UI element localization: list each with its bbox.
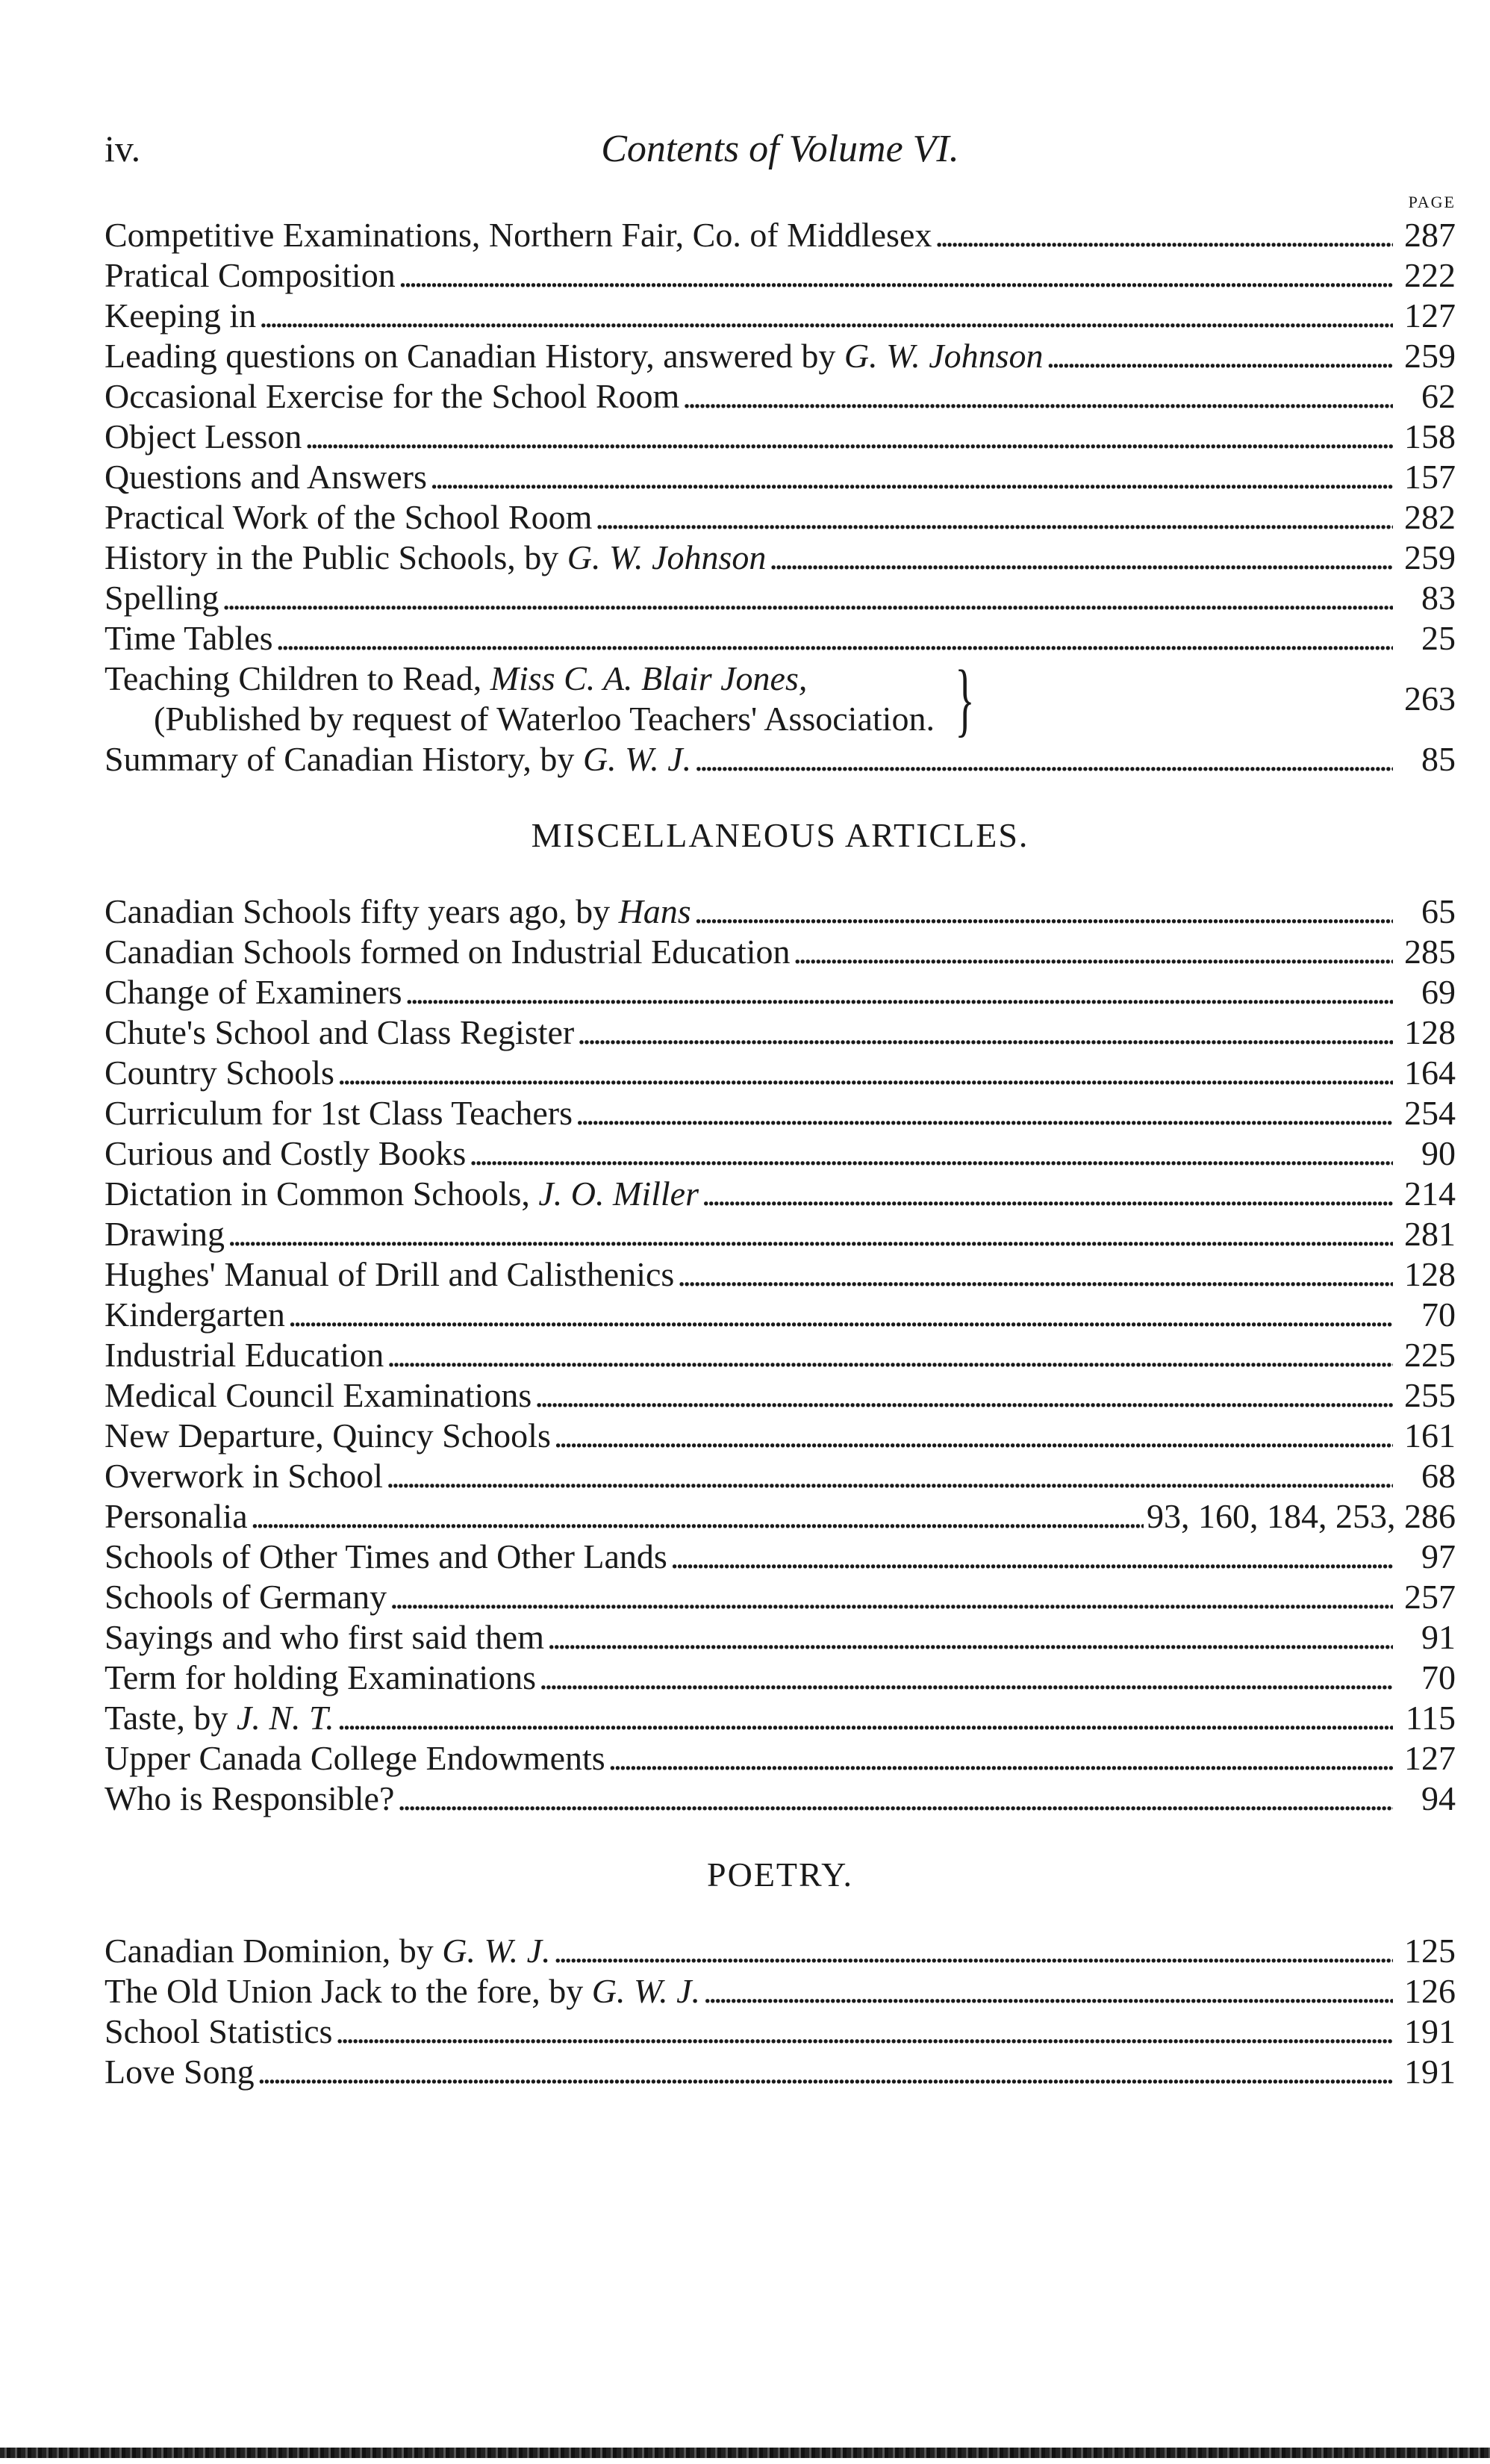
dot-leader	[387, 1335, 1393, 1375]
dot-leader	[794, 932, 1393, 972]
bottom-rule	[0, 2448, 1490, 2458]
toc-entry	[105, 578, 1456, 618]
toc-entry-author: G. W. J.	[442, 1932, 551, 1970]
toc-page-number: 191	[1404, 2053, 1456, 2091]
toc-page-number: 70	[1421, 1295, 1456, 1334]
toc-entry-text: Drawing	[105, 1215, 225, 1253]
dot-leader	[430, 457, 1393, 497]
toc-entry	[105, 1416, 1456, 1456]
toc-page-number: 259	[1404, 538, 1456, 576]
toc-entry-title	[105, 1779, 394, 1819]
toc-page-number: 257	[1404, 1578, 1456, 1616]
toc-entry-author: G. W. J.	[582, 740, 692, 778]
toc-page-number: 115	[1405, 1699, 1456, 1737]
toc-entry-text: Chute's School and Class Register	[105, 1013, 575, 1051]
dot-leader	[608, 1738, 1393, 1779]
toc-entry	[105, 892, 1456, 932]
dot-leader	[258, 2052, 1393, 2092]
toc-entry-title	[105, 1053, 334, 1093]
toc-entry-text: Keeping in	[105, 296, 257, 335]
toc-entry-text: Change of Examiners	[105, 973, 402, 1011]
dot-leader	[694, 892, 1393, 932]
dot-leader	[397, 1779, 1393, 1819]
toc-entry-author: G. W. Johnson	[844, 337, 1044, 375]
page-folio: iv.	[105, 128, 141, 169]
toc-page-number: 282	[1404, 498, 1456, 536]
toc-entry	[105, 932, 1456, 972]
dot-leader	[682, 376, 1393, 417]
toc-page-number: 91	[1421, 1618, 1456, 1656]
toc-page-number: 255	[1404, 1376, 1456, 1414]
toc-entry	[105, 739, 1456, 780]
toc-page-number: 125	[1404, 1932, 1456, 1970]
toc-entry	[105, 1577, 1456, 1617]
dot-leader	[534, 1375, 1393, 1416]
toc-entry-text: Canadian Dominion, by	[105, 1932, 443, 1970]
toc-page-number: 94	[1421, 1779, 1456, 1817]
dot-leader	[539, 1658, 1393, 1698]
dot-leader	[547, 1617, 1393, 1658]
toc-entry-title	[105, 1658, 536, 1698]
toc-page-number: 93, 160, 184, 253, 286	[1147, 1497, 1456, 1535]
toc-entry-line-1	[105, 659, 935, 699]
toc-page-number: 25	[1421, 619, 1456, 657]
toc-entry	[105, 1375, 1456, 1416]
dot-leader	[399, 255, 1393, 296]
toc-entry-title	[105, 457, 427, 497]
toc-page-number: 127	[1404, 1739, 1456, 1777]
toc-page-number: 157	[1404, 458, 1456, 496]
toc-entry-text: Time Tables	[105, 619, 273, 657]
toc-entry-text: Schools of Germany	[105, 1578, 387, 1616]
toc-entry	[105, 1254, 1456, 1295]
toc-entry-two-line	[105, 653, 1456, 744]
toc-entry-text: Canadian Schools formed on Industrial Education	[105, 933, 791, 971]
section-heading: MISCELLANEOUS ARTICLES.	[531, 816, 1029, 854]
toc-entry	[105, 336, 1456, 376]
toc-entry-title	[105, 1254, 674, 1295]
toc-page-number: 281	[1404, 1215, 1456, 1253]
dot-leader	[228, 1214, 1393, 1254]
toc-entry	[105, 538, 1456, 578]
toc-entry-text: Teaching Children to Read,	[105, 659, 490, 697]
toc-page-number: 85	[1421, 740, 1456, 778]
toc-page-number: 287	[1404, 216, 1456, 254]
toc-page-number: 62	[1421, 377, 1456, 415]
toc-page-number: 69	[1421, 973, 1456, 1011]
toc-entry-title	[105, 376, 679, 417]
dot-leader	[251, 1496, 1144, 1537]
dot-leader	[386, 1456, 1393, 1496]
toc-page-number: 90	[1421, 1134, 1456, 1172]
dot-leader	[703, 1971, 1393, 2012]
toc-entry	[105, 215, 1456, 255]
toc-entry-title	[105, 1093, 573, 1133]
toc-entry-text: Sayings and who first said them	[105, 1618, 544, 1656]
toc-entry	[105, 457, 1456, 497]
toc-entry-text: Object Lesson	[105, 417, 302, 455]
toc-entry-title	[105, 1214, 225, 1254]
toc-page-number: 285	[1404, 933, 1456, 971]
toc-page-number: 191	[1404, 2012, 1456, 2050]
toc-entry	[105, 1335, 1456, 1375]
toc-entry-text: Taste, by	[105, 1699, 237, 1737]
dot-leader	[702, 1174, 1393, 1214]
dot-leader	[554, 1931, 1393, 1971]
toc-entry-text: Spelling	[105, 579, 219, 617]
dot-leader	[554, 1416, 1393, 1456]
dot-leader	[935, 215, 1393, 255]
toc-entry-title	[105, 1577, 387, 1617]
toc-page-number: 128	[1404, 1013, 1456, 1051]
toc-entry-title	[105, 1931, 551, 1971]
dot-leader	[288, 1295, 1393, 1335]
toc-entry-text: New Departure, Quincy Schools	[105, 1416, 551, 1455]
toc-entry-title	[105, 1375, 532, 1416]
dot-leader	[337, 1053, 1393, 1093]
toc-entry-text: Who is Responsible?	[105, 1779, 395, 1817]
brace-glyph: }	[955, 653, 975, 744]
toc-entry-title	[105, 417, 302, 457]
spacer	[985, 659, 1396, 739]
toc-entry-title	[105, 215, 932, 255]
toc-entry-title	[105, 1537, 667, 1577]
dot-leader	[677, 1254, 1393, 1295]
toc-page-number: 128	[1404, 1255, 1456, 1293]
toc-entry-author: Miss C. A. Blair Jones,	[490, 659, 808, 697]
toc-entry	[105, 618, 1456, 659]
toc-entry-title	[105, 1416, 551, 1456]
toc-entry	[105, 497, 1456, 538]
toc-entry-title	[105, 618, 273, 659]
dot-leader	[390, 1577, 1393, 1617]
toc-entry-text: Dictation in Common Schools,	[105, 1175, 539, 1213]
toc-entry	[105, 1738, 1456, 1779]
toc-entry-line-2: (Published by request of Waterloo Teachers' Association.	[154, 700, 935, 738]
toc-entry-title	[105, 1012, 574, 1053]
toc-entry	[105, 1456, 1456, 1496]
toc-entry-author: Hans	[618, 892, 691, 930]
contents-page	[105, 119, 1456, 2092]
toc-entry-author: G. W. J.	[591, 1972, 701, 2010]
toc-entry-title	[105, 1335, 384, 1375]
toc-entry-text: Schools of Other Times and Other Lands	[105, 1537, 667, 1575]
toc-entry-text: Occasional Exercise for the School Room	[105, 377, 680, 415]
toc-entry	[105, 1133, 1456, 1174]
toc-entry-text: Summary of Canadian History, by	[105, 740, 583, 778]
toc-entry-text: Competitive Examinations, Northern Fair, Co. of Middlesex	[105, 216, 932, 254]
toc-entry	[105, 296, 1456, 336]
toc-entry	[105, 2012, 1456, 2052]
toc-entry-text: Term for holding Examinations	[105, 1658, 537, 1696]
toc-entry-text: Canadian Schools fifty years ago, by	[105, 892, 619, 930]
toc-entry	[105, 972, 1456, 1012]
dot-leader	[670, 1537, 1393, 1577]
toc-entry	[105, 1012, 1456, 1053]
page-column-label: PAGE	[1408, 193, 1456, 211]
toc-entry-text: Upper Canada College Endowments	[105, 1739, 605, 1777]
toc-entry-text: Curious and Costly Books	[105, 1134, 467, 1172]
toc-page-number: 126	[1404, 1972, 1456, 2010]
toc-entry-title	[105, 932, 791, 972]
toc-entry	[105, 1295, 1456, 1335]
toc-entry	[105, 1537, 1456, 1577]
toc-entry-text: Questions and Answers	[105, 458, 427, 496]
toc-entry	[105, 1779, 1456, 1819]
toc-entry-title	[105, 2012, 332, 2052]
toc-entry	[105, 1053, 1456, 1093]
toc-entry-text: Personalia	[105, 1497, 248, 1535]
toc-page-number: 68	[1421, 1457, 1456, 1495]
dot-leader	[577, 1012, 1393, 1053]
toc-entry-title	[105, 972, 402, 1012]
table-of-contents	[105, 215, 1456, 2092]
toc-entry-text: Country Schools	[105, 1054, 334, 1092]
dot-leader	[337, 1698, 1393, 1738]
toc-entry-text: Curriculum for 1st Class Teachers	[105, 1094, 573, 1132]
toc-entry-lines	[105, 659, 935, 739]
toc-entry	[105, 1496, 1456, 1537]
toc-entry-author: J. O. Miller	[538, 1175, 699, 1213]
toc-entry-text: Leading questions on Canadian History, answered by	[105, 337, 844, 375]
toc-entry-title	[105, 1496, 248, 1537]
toc-page-number: 158	[1404, 417, 1456, 455]
toc-entry-title	[105, 578, 219, 618]
toc-entry-title	[105, 892, 691, 932]
dot-leader	[335, 2012, 1393, 2052]
toc-page-number: 164	[1404, 1054, 1456, 1092]
toc-entry-text: Love Song	[105, 2053, 255, 2091]
toc-entry-text: Medical Council Examinations	[105, 1376, 532, 1414]
toc-entry-author: J. N. T.	[236, 1699, 334, 1737]
toc-entry-text: The Old Union Jack to the fore, by	[105, 1972, 592, 2010]
toc-entry-title	[105, 2052, 255, 2092]
toc-entry-title	[105, 336, 1044, 376]
toc-entry-text: Kindergarten	[105, 1295, 285, 1334]
dot-leader	[405, 972, 1393, 1012]
toc-entry-title	[105, 1174, 699, 1214]
toc-entry	[105, 1658, 1456, 1698]
toc-entry-title	[105, 1698, 334, 1738]
toc-entry	[105, 1931, 1456, 1971]
toc-entry-text: Industrial Education	[105, 1336, 384, 1374]
section-heading: POETRY.	[707, 1855, 853, 1894]
toc-entry-author: G. W. Johnson	[567, 538, 767, 576]
toc-entry-text: School Statistics	[105, 2012, 333, 2050]
dot-leader	[694, 739, 1393, 780]
toc-entry-title	[105, 497, 592, 538]
page-title: Contents of Volume VI.	[601, 128, 959, 170]
dot-leader	[595, 497, 1393, 538]
toc-page-number: 161	[1404, 1416, 1456, 1455]
toc-page-number: 127	[1404, 296, 1456, 335]
toc-entry-text: Practical Work of the School Room	[105, 498, 593, 536]
dot-leader	[469, 1133, 1393, 1174]
dot-leader	[259, 296, 1393, 336]
toc-entry-title	[105, 1971, 700, 2012]
toc-entry-title	[105, 1738, 605, 1779]
dot-leader	[222, 578, 1393, 618]
toc-entry-title	[105, 739, 691, 780]
toc-entry	[105, 2052, 1456, 2092]
toc-entry-text: History in the Public Schools, by	[105, 538, 567, 576]
toc-entry	[105, 1698, 1456, 1738]
toc-page-number: 222	[1404, 256, 1456, 294]
toc-entry-text: Pratical Composition	[105, 256, 396, 294]
toc-entry	[105, 417, 1456, 457]
toc-page-number: 259	[1404, 337, 1456, 375]
toc-entry	[105, 1174, 1456, 1214]
dot-leader	[576, 1093, 1393, 1133]
toc-page-number: 225	[1404, 1336, 1456, 1374]
toc-entry-title	[105, 296, 256, 336]
toc-entry-text: Hughes' Manual of Drill and Calisthenics	[105, 1255, 675, 1293]
toc-entry-text: Overwork in School	[105, 1457, 384, 1495]
toc-entry	[105, 1093, 1456, 1133]
toc-entry	[105, 376, 1456, 417]
dot-leader	[276, 618, 1393, 659]
running-head	[105, 119, 1456, 187]
toc-entry	[105, 1214, 1456, 1254]
toc-entry-title	[105, 538, 766, 578]
toc-entry-title	[105, 1617, 544, 1658]
dot-leader	[305, 417, 1393, 457]
toc-page-number: 254	[1404, 1094, 1456, 1132]
toc-entry-title	[105, 255, 396, 296]
toc-page-number: 214	[1404, 1175, 1456, 1213]
toc-page-number: 70	[1421, 1658, 1456, 1696]
toc-entry-title	[105, 1456, 383, 1496]
toc-entry-title	[105, 1133, 466, 1174]
toc-entry	[105, 255, 1456, 296]
dot-leader	[769, 538, 1393, 578]
toc-entry	[105, 1617, 1456, 1658]
toc-entry	[105, 1971, 1456, 2012]
toc-page-number: 65	[1421, 892, 1456, 930]
toc-page-number: 263	[1404, 679, 1456, 718]
toc-page-number: 97	[1421, 1537, 1456, 1575]
toc-page-number: 83	[1421, 579, 1456, 617]
toc-entry-title	[105, 1295, 285, 1335]
dot-leader	[1047, 336, 1393, 376]
